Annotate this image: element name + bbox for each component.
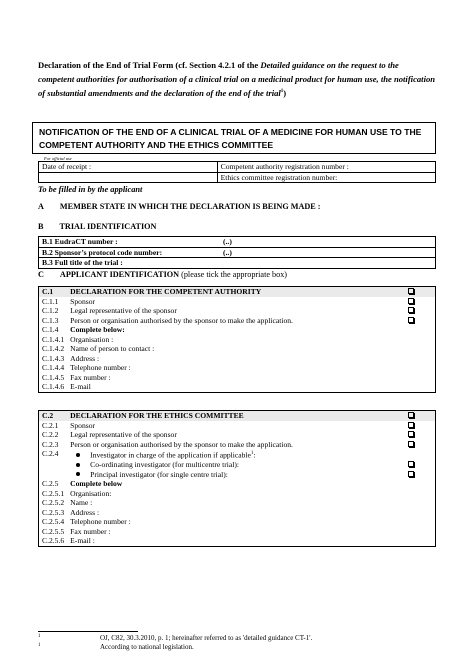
- row-code: C.2.5.4: [39, 517, 68, 527]
- ec-registration-cell[interactable]: Ethics committee registration number:: [217, 172, 435, 183]
- empty-cell: [387, 489, 436, 499]
- empty-cell: [387, 354, 436, 364]
- ethics-committee-table: [38, 410, 436, 547]
- notification-header: NOTIFICATION OF THE END OF A CLINICAL TRIAL OF A MEDICINE FOR HUMAN USE TO THE COMPETENT AUTHORITY AND THE ETHICS COMMITTEE: [32, 122, 436, 154]
- c1-title: DECLARATION FOR THE COMPETENT AUTHORITY: [67, 287, 387, 297]
- footnote-ref: 1: [250, 451, 254, 456]
- legal-rep-option: Legal representative of the sponsor: [70, 430, 177, 439]
- row-code: C.1.4.2: [39, 344, 68, 354]
- authorised-person-checkbox[interactable]: [387, 440, 436, 450]
- row-code: C.1.4.1: [39, 335, 68, 345]
- footnote-ref: 1: [280, 89, 284, 95]
- empty-cell: [387, 382, 436, 392]
- title-italic-text: Detailed guidance on the request to the competent authorities for authorisation of a clinical trial on a medicinal product for human use, the notification of substantial amendments and the declaration of the end of the trial: [38, 60, 436, 98]
- ca-registration-cell[interactable]: Competent authority registration number :: [217, 162, 435, 173]
- competent-authority-table: [38, 286, 436, 393]
- checkbox-icon[interactable]: [408, 471, 414, 477]
- footnote-divider: [38, 631, 138, 632]
- bullet-icon: [76, 453, 80, 457]
- title-close: ): [283, 88, 287, 98]
- bullet-icon: [76, 472, 80, 476]
- row-code: [39, 460, 68, 470]
- email-field[interactable]: E-mail :: [67, 536, 387, 546]
- row-code: C.2.5.6: [39, 536, 68, 546]
- address-field[interactable]: Address :: [70, 507, 100, 517]
- sponsor-option: Sponsor: [70, 296, 96, 306]
- coordinating-investigator-option: [67, 460, 387, 470]
- email-field[interactable]: E-mail: [67, 382, 387, 392]
- row-code: C.1.1: [39, 297, 68, 307]
- trial-identification-table: [38, 236, 436, 269]
- section-b-letter: B: [38, 222, 44, 231]
- fax-field[interactable]: Fax number :: [70, 372, 111, 382]
- section-c-label: APPLICANT IDENTIFICATION: [59, 270, 180, 279]
- checkbox-icon[interactable]: [408, 422, 414, 428]
- row-code: C.2.5: [39, 479, 68, 489]
- address-field[interactable]: Address :: [70, 353, 100, 363]
- authorised-person-option: Person or organisation authorised by the sponsor to make the application.: [70, 439, 293, 449]
- fax-field[interactable]: Fax number :: [70, 526, 111, 536]
- empty-cell: [387, 527, 436, 537]
- empty-cell: [387, 325, 436, 335]
- row-code: C.1.4.3: [39, 354, 68, 364]
- sponsor-checkbox[interactable]: [387, 297, 436, 307]
- row-code: C.2.2: [39, 430, 68, 440]
- organisation-field[interactable]: Organisation :: [70, 334, 114, 344]
- section-a-letter: A: [38, 202, 44, 211]
- c1-checkbox[interactable]: [387, 287, 436, 297]
- c1-code: C.1: [39, 287, 68, 297]
- legal-rep-checkbox[interactable]: [387, 430, 436, 440]
- protocol-code-label: B.2 Sponsor’s protocol code number:: [39, 247, 221, 258]
- empty-cell: [387, 344, 436, 354]
- coordinating-investigator-checkbox[interactable]: [387, 460, 436, 470]
- empty-cell: [387, 449, 436, 460]
- row-code: C.2.1: [39, 421, 68, 431]
- empty-cell: [387, 517, 436, 527]
- row-code: C.1.2: [39, 306, 68, 316]
- row-code: [39, 470, 68, 480]
- empty-cell: [387, 536, 436, 546]
- section-c-heading: [38, 270, 287, 279]
- sponsor-option: Sponsor: [70, 420, 96, 430]
- checkbox-icon[interactable]: [408, 461, 414, 467]
- row-code: C.2.5.5: [39, 527, 68, 537]
- form-title: [38, 58, 436, 100]
- empty-cell: [39, 172, 218, 183]
- row-code: C.2.3: [39, 440, 68, 450]
- footnote-number: 1: [38, 643, 41, 648]
- row-code: C.1.3: [39, 316, 68, 326]
- title-text: Declaration of the End of Trial Form (cf. Section 4.2.1 of the: [38, 60, 261, 70]
- telephone-field[interactable]: Telephone number :: [70, 363, 131, 372]
- coordinating-investigator-label: Co-ordinating investigator (for multicentre trial):: [90, 460, 240, 470]
- empty-cell: [387, 498, 436, 508]
- section-b-heading: [38, 222, 156, 231]
- c2-title: DECLARATION FOR THE ETHICS COMMITTEE: [67, 411, 387, 421]
- row-code: C.2.5.1: [39, 489, 68, 499]
- section-a-label: MEMBER STATE IN WHICH THE DECLARATION IS BEING MADE :: [59, 202, 321, 211]
- footnote-text: According to national legislation.: [100, 643, 194, 651]
- authorised-person-checkbox[interactable]: [387, 316, 436, 326]
- full-title-label[interactable]: B.3 Full title of the trial :: [39, 258, 436, 269]
- row-code: C.1.4.4: [39, 363, 68, 373]
- bullet-icon: [76, 463, 80, 467]
- checkbox-icon[interactable]: [408, 431, 414, 437]
- checkbox-icon[interactable]: [408, 307, 414, 313]
- empty-cell: [387, 335, 436, 345]
- checkbox-icon[interactable]: [408, 317, 414, 323]
- checkbox-icon[interactable]: [408, 412, 414, 418]
- c2-checkbox[interactable]: [387, 411, 436, 421]
- organisation-field[interactable]: Organisation:: [70, 488, 112, 498]
- date-of-receipt-cell[interactable]: Date of receipt :: [39, 162, 218, 173]
- row-code: C.1.4.5: [39, 373, 68, 383]
- empty-cell: [387, 508, 436, 518]
- footnote: [38, 634, 312, 642]
- eudract-value[interactable]: (..): [220, 237, 436, 248]
- footnote-text: OJ, C82, 30.3.2010, p. 1; hereinafter referred to as 'detailed guidance CT-1'.: [100, 634, 313, 642]
- row-code: C.2.5.3: [39, 508, 68, 518]
- protocol-code-value[interactable]: (..): [220, 247, 436, 258]
- complete-below-label: Complete below: [70, 479, 123, 489]
- row-code: C.1.4: [39, 325, 68, 335]
- name-field[interactable]: Name :: [70, 498, 93, 508]
- contact-name-field[interactable]: Name of person to contact :: [70, 344, 155, 353]
- footnote-number: 1: [38, 634, 41, 639]
- row-code: C.1.4.6: [39, 382, 68, 392]
- legal-rep-checkbox[interactable]: [387, 306, 436, 316]
- investigator-label: Investigator in charge of the application if applicable: [90, 450, 251, 460]
- sponsor-checkbox[interactable]: [387, 421, 436, 431]
- official-use-label: For official use: [44, 156, 72, 161]
- eudract-label: B.1 EudraCT number :: [39, 237, 221, 248]
- legal-rep-option: Legal representative of the sponsor: [70, 306, 177, 315]
- principal-investigator-label: Principal investigator (for single centre trial):: [90, 469, 228, 479]
- footnote: [38, 643, 194, 651]
- row-code: C.2.4: [39, 449, 68, 460]
- empty-cell: [387, 373, 436, 383]
- section-b-label: TRIAL IDENTIFICATION: [59, 222, 157, 231]
- section-c-note: (please tick the appropriate box): [181, 270, 288, 279]
- checkbox-icon[interactable]: [408, 288, 414, 294]
- row-code: C.2.5.2: [39, 498, 68, 508]
- applicant-heading: To be filled in by the applicant: [38, 185, 143, 194]
- checkbox-icon[interactable]: [408, 441, 414, 447]
- section-c-letter: C: [38, 270, 44, 279]
- empty-cell: [387, 363, 436, 373]
- c2-code: C.2: [39, 411, 68, 421]
- empty-cell: [387, 479, 436, 489]
- principal-investigator-checkbox[interactable]: [387, 470, 436, 480]
- investigator-option: Investigator in charge of the application if applicable$^1$:: [67, 449, 387, 460]
- telephone-field[interactable]: Telephone number :: [70, 517, 131, 527]
- section-a-heading: [38, 202, 321, 211]
- checkbox-icon[interactable]: [408, 298, 414, 304]
- authorised-person-option: Person or organisation authorised by the sponsor to make the application.: [70, 315, 293, 325]
- complete-below-label: Complete below:: [70, 325, 125, 334]
- receipt-table: [38, 161, 436, 183]
- principal-investigator-option: [67, 470, 387, 480]
